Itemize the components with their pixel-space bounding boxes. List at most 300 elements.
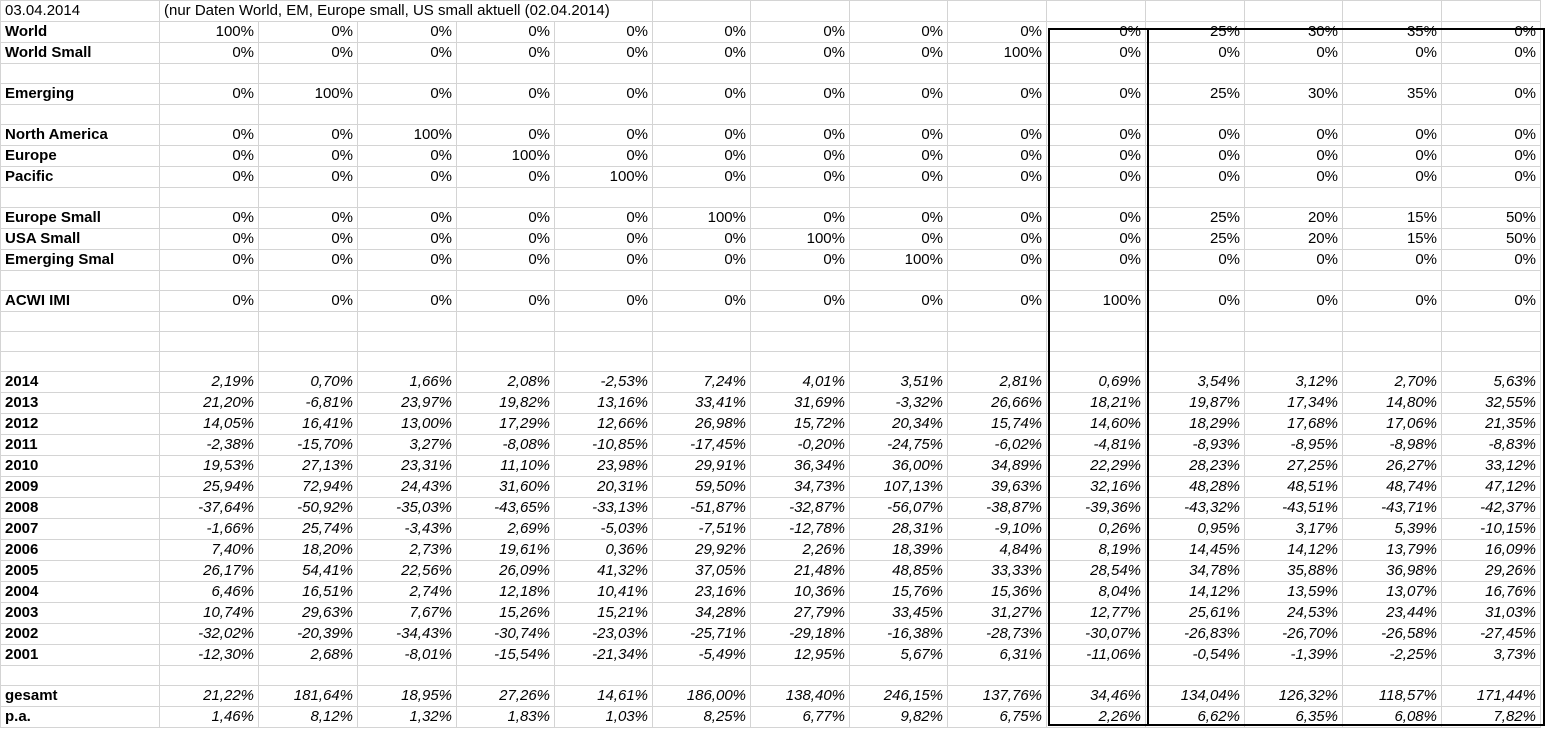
value-cell[interactable]: 0% bbox=[259, 22, 358, 43]
value-cell[interactable] bbox=[160, 332, 259, 352]
empty-cell[interactable] bbox=[850, 1, 948, 22]
value-cell[interactable]: 6,31% bbox=[948, 645, 1047, 666]
value-cell[interactable]: -20,39% bbox=[259, 624, 358, 645]
value-cell[interactable]: 0% bbox=[259, 250, 358, 271]
empty-cell[interactable] bbox=[1146, 1, 1245, 22]
value-cell[interactable]: 6,75% bbox=[948, 707, 1047, 728]
value-cell[interactable]: 0% bbox=[555, 22, 653, 43]
value-cell[interactable]: 25% bbox=[1146, 208, 1245, 229]
value-cell[interactable] bbox=[555, 352, 653, 372]
value-cell[interactable] bbox=[1047, 666, 1146, 686]
value-cell[interactable]: 27,26% bbox=[457, 686, 555, 707]
value-cell[interactable]: 4,01% bbox=[751, 372, 850, 393]
row-label[interactable]: 2013 bbox=[1, 393, 160, 414]
value-cell[interactable]: 0% bbox=[850, 43, 948, 64]
value-cell[interactable]: 0% bbox=[653, 22, 751, 43]
value-cell[interactable]: 2,70% bbox=[1343, 372, 1442, 393]
value-cell[interactable]: 7,24% bbox=[653, 372, 751, 393]
value-cell[interactable] bbox=[1146, 64, 1245, 84]
value-cell[interactable] bbox=[457, 64, 555, 84]
row-label[interactable]: Pacific bbox=[1, 167, 160, 188]
value-cell[interactable] bbox=[1343, 332, 1442, 352]
value-cell[interactable]: 0% bbox=[1343, 291, 1442, 312]
value-cell[interactable]: 0% bbox=[358, 22, 457, 43]
value-cell[interactable]: 0% bbox=[1047, 84, 1146, 105]
value-cell[interactable]: 0% bbox=[1146, 250, 1245, 271]
value-cell[interactable]: 0,36% bbox=[555, 540, 653, 561]
value-cell[interactable]: 25,74% bbox=[259, 519, 358, 540]
value-cell[interactable] bbox=[259, 105, 358, 125]
value-cell[interactable]: 18,39% bbox=[850, 540, 948, 561]
value-cell[interactable] bbox=[653, 332, 751, 352]
value-cell[interactable]: 186,00% bbox=[653, 686, 751, 707]
value-cell[interactable]: 6,62% bbox=[1146, 707, 1245, 728]
value-cell[interactable]: 18,20% bbox=[259, 540, 358, 561]
value-cell[interactable]: 0% bbox=[751, 43, 850, 64]
value-cell[interactable]: 27,25% bbox=[1245, 456, 1343, 477]
empty-cell[interactable] bbox=[751, 1, 850, 22]
value-cell[interactable] bbox=[1047, 105, 1146, 125]
note-cell[interactable]: (nur Daten World, EM, Europe small, US small aktuell (02.04.2014) bbox=[160, 1, 653, 22]
value-cell[interactable] bbox=[358, 352, 457, 372]
value-cell[interactable] bbox=[1442, 271, 1541, 291]
value-cell[interactable]: -15,54% bbox=[457, 645, 555, 666]
value-cell[interactable]: -10,15% bbox=[1442, 519, 1541, 540]
value-cell[interactable] bbox=[457, 271, 555, 291]
value-cell[interactable]: 39,63% bbox=[948, 477, 1047, 498]
value-cell[interactable]: 13,79% bbox=[1343, 540, 1442, 561]
value-cell[interactable]: 100% bbox=[160, 22, 259, 43]
value-cell[interactable]: 0% bbox=[1343, 43, 1442, 64]
value-cell[interactable] bbox=[1047, 271, 1146, 291]
value-cell[interactable]: 0% bbox=[160, 43, 259, 64]
value-cell[interactable]: 33,45% bbox=[850, 603, 948, 624]
value-cell[interactable]: 2,73% bbox=[358, 540, 457, 561]
value-cell[interactable]: 0% bbox=[653, 250, 751, 271]
value-cell[interactable] bbox=[1442, 105, 1541, 125]
value-cell[interactable]: -10,85% bbox=[555, 435, 653, 456]
value-cell[interactable]: 100% bbox=[850, 250, 948, 271]
value-cell[interactable]: 19,53% bbox=[160, 456, 259, 477]
row-label[interactable]: gesamt bbox=[1, 686, 160, 707]
value-cell[interactable]: 0% bbox=[457, 43, 555, 64]
value-cell[interactable]: 3,27% bbox=[358, 435, 457, 456]
value-cell[interactable]: 11,10% bbox=[457, 456, 555, 477]
value-cell[interactable]: 3,73% bbox=[1442, 645, 1541, 666]
value-cell[interactable]: 100% bbox=[948, 43, 1047, 64]
value-cell[interactable]: 0% bbox=[457, 291, 555, 312]
value-cell[interactable] bbox=[1343, 666, 1442, 686]
value-cell[interactable]: 13,16% bbox=[555, 393, 653, 414]
row-label[interactable]: p.a. bbox=[1, 707, 160, 728]
value-cell[interactable]: 0% bbox=[555, 291, 653, 312]
value-cell[interactable] bbox=[1442, 188, 1541, 208]
value-cell[interactable]: 0% bbox=[751, 22, 850, 43]
value-cell[interactable]: -17,45% bbox=[653, 435, 751, 456]
value-cell[interactable]: -29,18% bbox=[751, 624, 850, 645]
value-cell[interactable] bbox=[457, 105, 555, 125]
value-cell[interactable] bbox=[948, 188, 1047, 208]
value-cell[interactable]: -0,20% bbox=[751, 435, 850, 456]
value-cell[interactable]: 0% bbox=[457, 84, 555, 105]
value-cell[interactable]: 0,69% bbox=[1047, 372, 1146, 393]
value-cell[interactable] bbox=[751, 271, 850, 291]
row-label[interactable] bbox=[1, 332, 160, 352]
value-cell[interactable]: 0% bbox=[1343, 250, 1442, 271]
value-cell[interactable] bbox=[358, 105, 457, 125]
value-cell[interactable]: 32,55% bbox=[1442, 393, 1541, 414]
value-cell[interactable]: 72,94% bbox=[259, 477, 358, 498]
value-cell[interactable] bbox=[1245, 271, 1343, 291]
empty-cell[interactable] bbox=[1245, 1, 1343, 22]
value-cell[interactable] bbox=[555, 105, 653, 125]
value-cell[interactable]: 8,25% bbox=[653, 707, 751, 728]
value-cell[interactable]: -3,32% bbox=[850, 393, 948, 414]
value-cell[interactable]: 23,44% bbox=[1343, 603, 1442, 624]
value-cell[interactable] bbox=[850, 271, 948, 291]
value-cell[interactable] bbox=[457, 666, 555, 686]
value-cell[interactable] bbox=[160, 352, 259, 372]
value-cell[interactable]: 0% bbox=[555, 250, 653, 271]
value-cell[interactable] bbox=[457, 188, 555, 208]
value-cell[interactable] bbox=[948, 105, 1047, 125]
value-cell[interactable]: 246,15% bbox=[850, 686, 948, 707]
value-cell[interactable]: 0% bbox=[948, 229, 1047, 250]
value-cell[interactable]: -5,03% bbox=[555, 519, 653, 540]
value-cell[interactable]: -8,01% bbox=[358, 645, 457, 666]
value-cell[interactable]: -8,98% bbox=[1343, 435, 1442, 456]
value-cell[interactable]: 0% bbox=[160, 146, 259, 167]
row-label[interactable]: 2007 bbox=[1, 519, 160, 540]
value-cell[interactable]: 0% bbox=[555, 208, 653, 229]
value-cell[interactable]: 0% bbox=[653, 84, 751, 105]
value-cell[interactable]: 30% bbox=[1245, 84, 1343, 105]
value-cell[interactable]: 31,03% bbox=[1442, 603, 1541, 624]
value-cell[interactable]: 2,26% bbox=[751, 540, 850, 561]
value-cell[interactable]: 10,36% bbox=[751, 582, 850, 603]
row-label[interactable]: Emerging bbox=[1, 84, 160, 105]
value-cell[interactable] bbox=[457, 312, 555, 332]
empty-cell[interactable] bbox=[1047, 1, 1146, 22]
value-cell[interactable]: 14,45% bbox=[1146, 540, 1245, 561]
value-cell[interactable]: 22,29% bbox=[1047, 456, 1146, 477]
value-cell[interactable]: 0% bbox=[358, 291, 457, 312]
value-cell[interactable]: -0,54% bbox=[1146, 645, 1245, 666]
value-cell[interactable]: 0% bbox=[1047, 167, 1146, 188]
value-cell[interactable] bbox=[555, 666, 653, 686]
value-cell[interactable]: 0% bbox=[1442, 146, 1541, 167]
value-cell[interactable]: -11,06% bbox=[1047, 645, 1146, 666]
value-cell[interactable]: -6,02% bbox=[948, 435, 1047, 456]
value-cell[interactable]: 28,54% bbox=[1047, 561, 1146, 582]
value-cell[interactable]: 0% bbox=[358, 208, 457, 229]
value-cell[interactable]: 36,98% bbox=[1343, 561, 1442, 582]
value-cell[interactable]: 0% bbox=[1343, 167, 1442, 188]
value-cell[interactable]: -24,75% bbox=[850, 435, 948, 456]
value-cell[interactable] bbox=[259, 332, 358, 352]
value-cell[interactable] bbox=[1442, 64, 1541, 84]
value-cell[interactable]: 50% bbox=[1442, 208, 1541, 229]
value-cell[interactable]: 36,00% bbox=[850, 456, 948, 477]
row-label[interactable]: 2008 bbox=[1, 498, 160, 519]
value-cell[interactable]: 100% bbox=[358, 125, 457, 146]
value-cell[interactable]: 100% bbox=[1047, 291, 1146, 312]
value-cell[interactable]: 0% bbox=[751, 146, 850, 167]
value-cell[interactable]: 33,12% bbox=[1442, 456, 1541, 477]
value-cell[interactable] bbox=[1245, 332, 1343, 352]
value-cell[interactable]: 138,40% bbox=[751, 686, 850, 707]
value-cell[interactable]: 35,88% bbox=[1245, 561, 1343, 582]
value-cell[interactable]: 0% bbox=[948, 250, 1047, 271]
value-cell[interactable]: 0,70% bbox=[259, 372, 358, 393]
value-cell[interactable]: 0% bbox=[160, 250, 259, 271]
value-cell[interactable] bbox=[358, 666, 457, 686]
value-cell[interactable]: 107,13% bbox=[850, 477, 948, 498]
value-cell[interactable]: 26,27% bbox=[1343, 456, 1442, 477]
value-cell[interactable]: 0% bbox=[555, 84, 653, 105]
value-cell[interactable]: -51,87% bbox=[653, 498, 751, 519]
value-cell[interactable]: 0% bbox=[160, 125, 259, 146]
value-cell[interactable]: -3,43% bbox=[358, 519, 457, 540]
row-label[interactable]: World Small bbox=[1, 43, 160, 64]
value-cell[interactable]: 21,20% bbox=[160, 393, 259, 414]
value-cell[interactable]: 13,00% bbox=[358, 414, 457, 435]
value-cell[interactable]: 171,44% bbox=[1442, 686, 1541, 707]
value-cell[interactable] bbox=[850, 666, 948, 686]
value-cell[interactable]: 19,61% bbox=[457, 540, 555, 561]
value-cell[interactable]: 0% bbox=[850, 229, 948, 250]
value-cell[interactable]: 15,36% bbox=[948, 582, 1047, 603]
value-cell[interactable]: 0% bbox=[457, 125, 555, 146]
value-cell[interactable] bbox=[653, 64, 751, 84]
value-cell[interactable]: 26,98% bbox=[653, 414, 751, 435]
value-cell[interactable] bbox=[653, 666, 751, 686]
value-cell[interactable]: 24,53% bbox=[1245, 603, 1343, 624]
value-cell[interactable]: -8,93% bbox=[1146, 435, 1245, 456]
value-cell[interactable]: 27,79% bbox=[751, 603, 850, 624]
empty-cell[interactable] bbox=[1442, 1, 1541, 22]
value-cell[interactable] bbox=[1442, 352, 1541, 372]
value-cell[interactable] bbox=[653, 271, 751, 291]
value-cell[interactable]: 31,60% bbox=[457, 477, 555, 498]
value-cell[interactable]: 48,74% bbox=[1343, 477, 1442, 498]
value-cell[interactable]: 0% bbox=[653, 167, 751, 188]
value-cell[interactable]: 0% bbox=[457, 22, 555, 43]
value-cell[interactable]: 31,27% bbox=[948, 603, 1047, 624]
value-cell[interactable]: -32,87% bbox=[751, 498, 850, 519]
value-cell[interactable]: 34,28% bbox=[653, 603, 751, 624]
value-cell[interactable] bbox=[653, 352, 751, 372]
value-cell[interactable] bbox=[653, 312, 751, 332]
value-cell[interactable]: 32,16% bbox=[1047, 477, 1146, 498]
value-cell[interactable]: 14,60% bbox=[1047, 414, 1146, 435]
value-cell[interactable]: 1,66% bbox=[358, 372, 457, 393]
value-cell[interactable] bbox=[160, 64, 259, 84]
row-label[interactable] bbox=[1, 312, 160, 332]
value-cell[interactable]: 13,59% bbox=[1245, 582, 1343, 603]
row-label[interactable] bbox=[1, 188, 160, 208]
value-cell[interactable]: 0% bbox=[259, 167, 358, 188]
value-cell[interactable] bbox=[259, 64, 358, 84]
value-cell[interactable]: 0% bbox=[1442, 43, 1541, 64]
value-cell[interactable]: 137,76% bbox=[948, 686, 1047, 707]
value-cell[interactable]: -26,70% bbox=[1245, 624, 1343, 645]
value-cell[interactable] bbox=[751, 105, 850, 125]
value-cell[interactable] bbox=[259, 312, 358, 332]
value-cell[interactable]: -27,45% bbox=[1442, 624, 1541, 645]
value-cell[interactable] bbox=[1047, 312, 1146, 332]
value-cell[interactable]: -30,07% bbox=[1047, 624, 1146, 645]
value-cell[interactable]: 0% bbox=[1146, 43, 1245, 64]
value-cell[interactable]: 48,85% bbox=[850, 561, 948, 582]
value-cell[interactable]: 29,92% bbox=[653, 540, 751, 561]
row-label[interactable]: 2010 bbox=[1, 456, 160, 477]
value-cell[interactable]: 10,74% bbox=[160, 603, 259, 624]
value-cell[interactable]: 0% bbox=[358, 250, 457, 271]
value-cell[interactable] bbox=[751, 332, 850, 352]
value-cell[interactable] bbox=[850, 105, 948, 125]
value-cell[interactable]: -1,66% bbox=[160, 519, 259, 540]
value-cell[interactable]: 15% bbox=[1343, 208, 1442, 229]
value-cell[interactable] bbox=[1343, 64, 1442, 84]
row-label[interactable]: USA Small bbox=[1, 229, 160, 250]
value-cell[interactable]: 0% bbox=[653, 229, 751, 250]
value-cell[interactable]: 0% bbox=[160, 84, 259, 105]
value-cell[interactable]: 35% bbox=[1343, 22, 1442, 43]
value-cell[interactable] bbox=[653, 105, 751, 125]
value-cell[interactable]: 41,32% bbox=[555, 561, 653, 582]
value-cell[interactable]: 0% bbox=[1146, 291, 1245, 312]
value-cell[interactable]: 100% bbox=[653, 208, 751, 229]
value-cell[interactable] bbox=[1343, 312, 1442, 332]
value-cell[interactable]: 0% bbox=[259, 208, 358, 229]
value-cell[interactable]: -34,43% bbox=[358, 624, 457, 645]
value-cell[interactable]: 18,21% bbox=[1047, 393, 1146, 414]
value-cell[interactable]: 100% bbox=[555, 167, 653, 188]
value-cell[interactable]: 0% bbox=[1245, 167, 1343, 188]
value-cell[interactable] bbox=[1245, 352, 1343, 372]
value-cell[interactable] bbox=[259, 271, 358, 291]
value-cell[interactable]: 7,40% bbox=[160, 540, 259, 561]
value-cell[interactable]: 0% bbox=[850, 167, 948, 188]
row-label[interactable] bbox=[1, 64, 160, 84]
value-cell[interactable]: 6,46% bbox=[160, 582, 259, 603]
value-cell[interactable] bbox=[948, 332, 1047, 352]
value-cell[interactable]: 47,12% bbox=[1442, 477, 1541, 498]
value-cell[interactable]: 28,31% bbox=[850, 519, 948, 540]
value-cell[interactable]: -32,02% bbox=[160, 624, 259, 645]
row-label[interactable]: 2002 bbox=[1, 624, 160, 645]
value-cell[interactable]: 0% bbox=[259, 229, 358, 250]
value-cell[interactable]: 14,12% bbox=[1146, 582, 1245, 603]
value-cell[interactable]: 0% bbox=[1442, 291, 1541, 312]
value-cell[interactable] bbox=[1146, 188, 1245, 208]
value-cell[interactable]: 34,89% bbox=[948, 456, 1047, 477]
value-cell[interactable]: 28,23% bbox=[1146, 456, 1245, 477]
value-cell[interactable]: 0% bbox=[751, 84, 850, 105]
value-cell[interactable] bbox=[457, 352, 555, 372]
value-cell[interactable]: 0% bbox=[948, 125, 1047, 146]
value-cell[interactable]: 0% bbox=[850, 146, 948, 167]
value-cell[interactable]: 0% bbox=[160, 208, 259, 229]
value-cell[interactable]: 0% bbox=[259, 291, 358, 312]
value-cell[interactable]: 0% bbox=[457, 229, 555, 250]
value-cell[interactable] bbox=[160, 105, 259, 125]
value-cell[interactable]: 0% bbox=[1047, 208, 1146, 229]
value-cell[interactable]: 0% bbox=[160, 167, 259, 188]
value-cell[interactable] bbox=[1442, 666, 1541, 686]
value-cell[interactable] bbox=[160, 666, 259, 686]
value-cell[interactable]: 20,31% bbox=[555, 477, 653, 498]
value-cell[interactable] bbox=[850, 332, 948, 352]
value-cell[interactable]: 0% bbox=[1245, 43, 1343, 64]
value-cell[interactable]: 2,19% bbox=[160, 372, 259, 393]
value-cell[interactable]: 20% bbox=[1245, 208, 1343, 229]
value-cell[interactable]: 0% bbox=[259, 125, 358, 146]
value-cell[interactable]: 15,72% bbox=[751, 414, 850, 435]
value-cell[interactable]: 20% bbox=[1245, 229, 1343, 250]
value-cell[interactable]: 0% bbox=[358, 146, 457, 167]
value-cell[interactable]: -15,70% bbox=[259, 435, 358, 456]
row-label[interactable] bbox=[1, 666, 160, 686]
value-cell[interactable]: 0% bbox=[653, 291, 751, 312]
value-cell[interactable]: 0% bbox=[850, 125, 948, 146]
value-cell[interactable] bbox=[948, 271, 1047, 291]
value-cell[interactable]: 16,51% bbox=[259, 582, 358, 603]
value-cell[interactable] bbox=[948, 64, 1047, 84]
value-cell[interactable]: 26,66% bbox=[948, 393, 1047, 414]
empty-cell[interactable] bbox=[1343, 1, 1442, 22]
value-cell[interactable]: 118,57% bbox=[1343, 686, 1442, 707]
value-cell[interactable]: 0% bbox=[653, 146, 751, 167]
value-cell[interactable] bbox=[1146, 271, 1245, 291]
value-cell[interactable]: -50,92% bbox=[259, 498, 358, 519]
value-cell[interactable]: 0% bbox=[751, 291, 850, 312]
value-cell[interactable]: 0,26% bbox=[1047, 519, 1146, 540]
value-cell[interactable]: -1,39% bbox=[1245, 645, 1343, 666]
value-cell[interactable]: 1,46% bbox=[160, 707, 259, 728]
value-cell[interactable] bbox=[1146, 332, 1245, 352]
value-cell[interactable] bbox=[1047, 64, 1146, 84]
value-cell[interactable]: -7,51% bbox=[653, 519, 751, 540]
value-cell[interactable]: 26,17% bbox=[160, 561, 259, 582]
value-cell[interactable]: 0% bbox=[555, 146, 653, 167]
row-label[interactable] bbox=[1, 105, 160, 125]
value-cell[interactable]: 14,80% bbox=[1343, 393, 1442, 414]
row-label[interactable]: 2011 bbox=[1, 435, 160, 456]
value-cell[interactable]: 0% bbox=[555, 229, 653, 250]
value-cell[interactable]: 54,41% bbox=[259, 561, 358, 582]
value-cell[interactable] bbox=[1343, 352, 1442, 372]
value-cell[interactable]: 0% bbox=[1245, 291, 1343, 312]
value-cell[interactable]: 10,41% bbox=[555, 582, 653, 603]
value-cell[interactable]: 0% bbox=[850, 22, 948, 43]
value-cell[interactable] bbox=[653, 188, 751, 208]
value-cell[interactable]: -43,65% bbox=[457, 498, 555, 519]
value-cell[interactable] bbox=[358, 64, 457, 84]
value-cell[interactable]: -2,25% bbox=[1343, 645, 1442, 666]
row-label[interactable] bbox=[1, 352, 160, 372]
value-cell[interactable]: 15,76% bbox=[850, 582, 948, 603]
value-cell[interactable]: 26,09% bbox=[457, 561, 555, 582]
value-cell[interactable]: 15,26% bbox=[457, 603, 555, 624]
value-cell[interactable]: 59,50% bbox=[653, 477, 751, 498]
value-cell[interactable]: 2,08% bbox=[457, 372, 555, 393]
value-cell[interactable]: 6,77% bbox=[751, 707, 850, 728]
value-cell[interactable]: 0% bbox=[1442, 250, 1541, 271]
value-cell[interactable]: 0% bbox=[751, 125, 850, 146]
value-cell[interactable]: 0% bbox=[948, 208, 1047, 229]
